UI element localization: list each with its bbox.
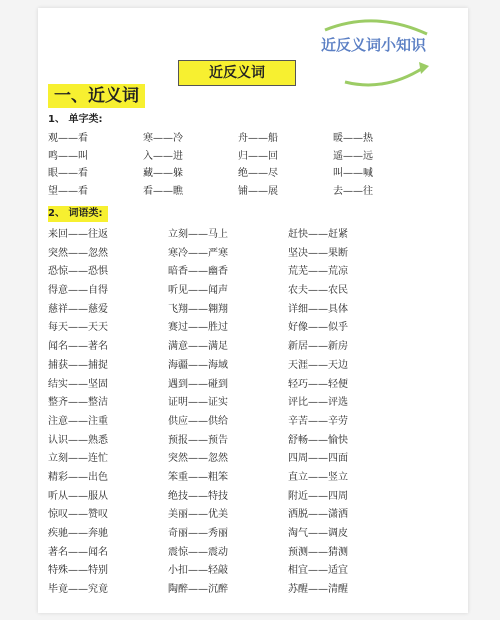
table-row	[48, 450, 408, 469]
word-pair: 望——看	[48, 185, 88, 197]
word-pair: 恐惊——恐惧	[48, 266, 108, 278]
table-row	[48, 226, 408, 245]
word-pair: 陶醉——沉醉	[168, 584, 228, 596]
word-pair: 闻名——著名	[48, 341, 108, 353]
word-pair: 绝技——特技	[168, 490, 228, 502]
page-title: 近反义词	[178, 60, 296, 86]
word-pair: 著名——闻名	[48, 546, 108, 558]
table-row	[48, 245, 408, 264]
word-pair: 淘气——调皮	[288, 528, 348, 539]
word-pair: 赛过——胜过	[168, 322, 228, 334]
word-pair: 证明——证实	[168, 397, 228, 409]
word-pair: 奇丽——秀丽	[168, 528, 228, 539]
word-pair: 来回——往返	[48, 229, 108, 240]
table-row	[48, 581, 408, 600]
single-char-table	[48, 130, 428, 200]
word-pair: 天涯——天边	[288, 359, 348, 371]
word-pair: 辛苦——辛劳	[288, 415, 348, 427]
word-pair: 荒芜——荒凉	[288, 266, 348, 278]
table-row	[48, 506, 408, 525]
word-pair: 立刻——连忙	[48, 453, 108, 465]
table-row	[48, 544, 408, 563]
word-pair: 遇到——碰到	[168, 378, 228, 390]
word-pair: 苏醒——清醒	[288, 584, 348, 596]
table-row	[48, 469, 408, 488]
phrase-table	[48, 226, 408, 600]
word-pair: 藏——躲	[143, 168, 183, 180]
word-pair: 注意——注重	[48, 415, 108, 427]
word-pair: 美丽——优美	[168, 509, 228, 521]
word-pair: 遥——远	[333, 150, 373, 162]
word-pair: 寒冷——严寒	[168, 247, 228, 259]
word-pair: 看——瞧	[143, 185, 183, 197]
word-pair: 轻巧——轻便	[288, 378, 348, 390]
table-row	[48, 282, 408, 301]
word-pair: 海疆——海域	[168, 359, 228, 371]
word-pair: 暗香——幽香	[168, 266, 228, 278]
word-pair: 好像——似乎	[288, 322, 348, 334]
logo-text: 近反义词小知识	[321, 36, 427, 54]
word-pair: 舒畅——愉快	[288, 434, 348, 446]
table-row	[48, 130, 428, 148]
table-row	[48, 357, 408, 376]
word-pair: 疾驰——奔驰	[48, 528, 108, 539]
word-pair: 详细——具体	[288, 303, 348, 315]
word-pair: 四周——四面	[288, 453, 348, 465]
word-pair: 立刻——马上	[168, 229, 228, 240]
table-row	[48, 432, 408, 451]
word-pair: 鸣——叫	[48, 150, 88, 162]
word-pair: 特殊——特别	[48, 565, 108, 577]
table-row	[48, 148, 428, 166]
table-row	[48, 338, 408, 357]
table-row	[48, 376, 408, 395]
word-pair: 突然——忽然	[48, 247, 108, 259]
word-pair: 直立——竖立	[288, 471, 348, 483]
word-pair: 铺——展	[238, 185, 278, 197]
word-pair: 评比——评选	[288, 397, 348, 409]
word-pair: 认识——熟悉	[48, 434, 108, 446]
word-pair: 捕获——捕捉	[48, 359, 108, 371]
word-pair: 预报——预告	[168, 434, 228, 446]
brand-logo	[315, 16, 435, 88]
word-pair: 寒——冷	[143, 133, 183, 144]
word-pair: 小扣——轻敲	[168, 565, 228, 577]
table-row	[48, 301, 408, 320]
table-row	[48, 413, 408, 432]
subsection-phrases: 2、 词语类:	[48, 206, 108, 222]
word-pair: 赶快——赶紧	[288, 229, 348, 240]
subsection-single-char: 1、 单字类:	[48, 114, 103, 125]
table-row	[48, 488, 408, 507]
table-row	[48, 562, 408, 581]
word-pair: 绝——尽	[238, 168, 278, 180]
word-pair: 震惊——震动	[168, 546, 228, 558]
table-row	[48, 319, 408, 338]
word-pair: 惊叹——赞叹	[48, 509, 108, 521]
table-row	[48, 165, 428, 183]
word-pair: 预测——猜测	[288, 546, 348, 558]
word-pair: 农夫——农民	[288, 285, 348, 297]
word-pair: 暖——热	[333, 133, 373, 144]
word-pair: 得意——自得	[48, 285, 108, 297]
table-row	[48, 394, 408, 413]
table-row	[48, 183, 428, 201]
word-pair: 毕竟——究竟	[48, 584, 108, 596]
word-pair: 观——看	[48, 133, 88, 144]
word-pair: 结实——坚固	[48, 378, 108, 390]
word-pair: 眼——看	[48, 168, 88, 180]
table-row	[48, 525, 408, 544]
word-pair: 相宜——适宜	[288, 565, 348, 577]
table-row	[48, 263, 408, 282]
word-pair: 坚决——果断	[288, 247, 348, 259]
word-pair: 突然——忽然	[168, 453, 228, 465]
word-pair: 入——进	[143, 150, 183, 162]
word-pair: 飞翔——翱翔	[168, 303, 228, 315]
word-pair: 新居——新房	[288, 341, 348, 353]
section-title-synonyms: 一、近义词	[48, 84, 145, 108]
word-pair: 供应——供给	[168, 415, 228, 427]
word-pair: 舟——船	[238, 133, 278, 144]
word-pair: 去——往	[333, 185, 373, 197]
word-pair: 归——回	[238, 150, 278, 162]
word-pair: 慈祥——慈爱	[48, 303, 108, 315]
word-pair: 整齐——整洁	[48, 397, 108, 409]
word-pair: 听见——闻声	[168, 285, 228, 297]
word-pair: 附近——四周	[288, 490, 348, 502]
word-pair: 精彩——出色	[48, 471, 108, 483]
word-pair: 每天——天天	[48, 322, 108, 334]
word-pair: 满意——满足	[168, 341, 228, 353]
word-pair: 洒脱——潇洒	[288, 509, 348, 521]
word-pair: 听从——服从	[48, 490, 108, 502]
word-pair: 叫——喊	[333, 168, 373, 180]
word-pair: 笨重——粗笨	[168, 471, 228, 483]
